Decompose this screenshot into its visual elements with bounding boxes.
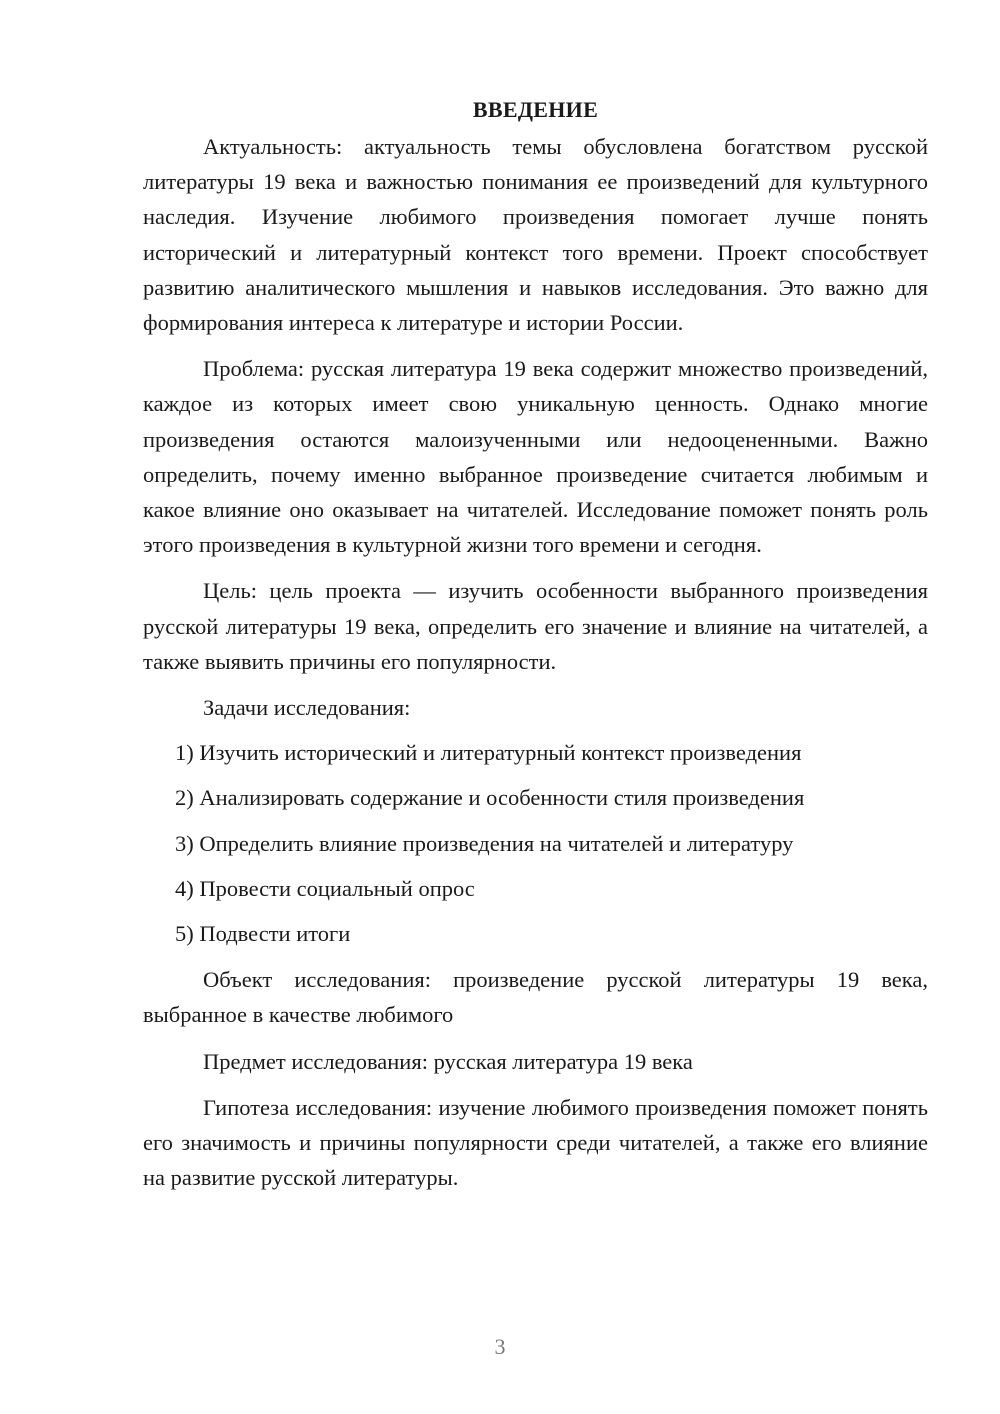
goal-paragraph: Цель: цель проекта — изучить особенности выбранного произведения русской литературы 19 века, определить его значение и влияние на читателей, а также выявить причины его популярности.	[143, 578, 928, 674]
task-item: 3) Определить влияние произведения на читателей и литературу	[175, 830, 794, 856]
task-item: 2) Анализировать содержание и особенности стиля произведения	[175, 785, 805, 811]
subject-paragraph: Предмет исследования: русская литература 19 века	[203, 1048, 693, 1074]
tasks-heading: Задачи исследования:	[203, 695, 411, 721]
tasks-list	[143, 735, 928, 951]
page-number: 3	[494, 1334, 506, 1359]
hypothesis-paragraph: Гипотеза исследования: изучение любимого произведения поможет понять его значимость и причины популярности среди читателей, а также его влияние на развитие русской литературы.	[143, 1094, 928, 1191]
document-page	[143, 92, 928, 1206]
task-item: 5) Подвести итоги	[175, 921, 351, 947]
problem-paragraph: Проблема: русская литература 19 века содержит множество произведений, каждое из которых имеет свою уникальную ценность. Однако многие произведения остаются малоизученными или недооцененными. Важно определить, почему именно выбранное произведение считается любимым и какое влияние оно оказывает на читателей. Исследование поможет понять роль этого произведения в культурной жизни того времени и сегодня.	[143, 356, 928, 558]
relevance-paragraph: Актуальность: актуальность темы обусловлена богатством русской литературы 19 века и важностью понимания ее произведений для культурного наследия. Изучение любимого произведения помогает лучше понять исторический и литературный контекст того времени. Проект способствует развитию аналитического мышления и навыков исследования. Это важно для формирования интереса к литературе и истории России.	[143, 134, 928, 336]
task-item: 1) Изучить исторический и литературный контекст произведения	[175, 740, 802, 766]
object-paragraph: Объект исследования: произведение русской литературы 19 века, выбранное в качестве любимого	[143, 967, 928, 1028]
task-item: 4) Провести социальный опрос	[175, 875, 475, 901]
section-title: ВВЕДЕНИЕ	[472, 97, 599, 122]
